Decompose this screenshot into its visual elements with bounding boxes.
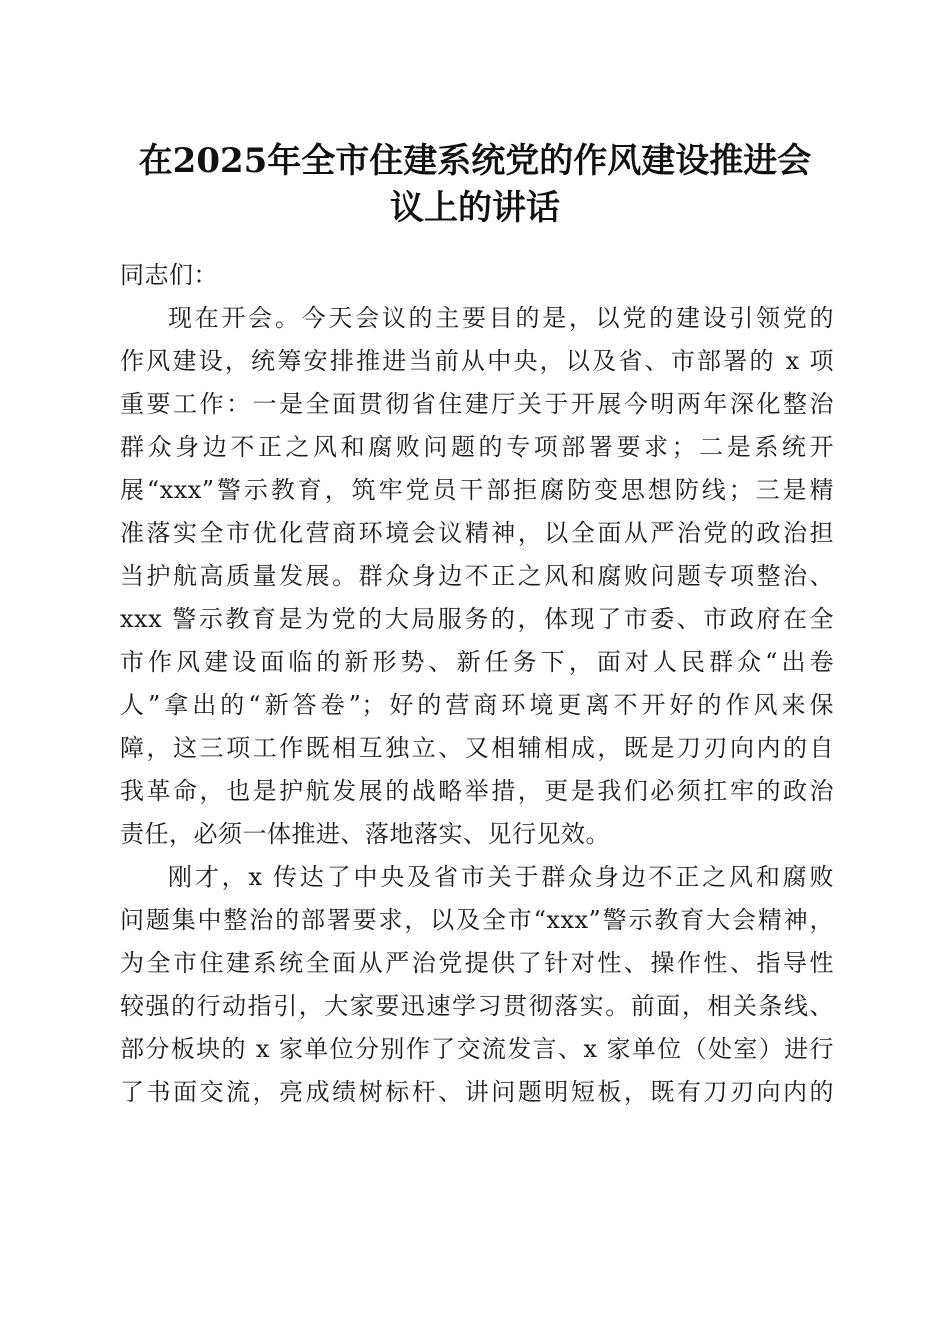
document-title: [118, 138, 832, 232]
paragraph-line: 障，这三项工作既相互独立、又相辅相成，既是刀刃向内的自: [120, 734, 834, 762]
paragraph-line: 问题集中整治的部署要求，以及全市“xxx”警示教育大会精神，: [120, 906, 834, 934]
paragraph-line: 我革命，也是护航发展的战略举措，更是我们必须扛牢的政治: [120, 777, 834, 805]
title-line-2: 议上的讲话: [390, 188, 560, 228]
title-line-1: 在2025年全市住建系统党的作风建设推进会: [138, 141, 812, 181]
paragraph-line: 部分板块的 x 家单位分别作了交流发言、x 家单位（处室）进行: [120, 1035, 834, 1063]
paragraph-line: 重要工作：一是全面贯彻省住建厅关于开展今明两年深化整治: [120, 390, 834, 418]
paragraph-line: 责任，必须一体推进、落地落实、见行见效。: [120, 820, 610, 848]
paragraph-line: 为全市住建系统全面从严治党提供了针对性、操作性、指导性: [120, 949, 834, 977]
paragraph-line: 当护航高质量发展。群众身边不正之风和腐败问题专项整治、: [120, 562, 834, 590]
paragraph-line: 群众身边不正之风和腐败问题的专项部署要求；二是系统开: [120, 433, 834, 461]
document-body: [120, 254, 834, 1114]
paragraph-1: [120, 297, 834, 856]
paragraph-line: 作风建设，统筹安排推进当前从中央，以及省、市部署的 x 项: [120, 347, 834, 375]
paragraph-2: [120, 856, 834, 1114]
paragraph-line: 展“xxx”警示教育，筑牢党员干部拒腐防变思想防线；三是精: [120, 476, 834, 504]
paragraph-line: 人”拿出的“新答卷”；好的营商环境更离不开好的作风来保: [120, 691, 834, 719]
paragraph-line: 现在开会。今天会议的主要目的是，以党的建设引领党的: [168, 304, 834, 332]
salutation: 同志们：: [120, 261, 218, 289]
paragraph-line: 刚才，x 传达了中央及省市关于群众身边不正之风和腐败: [168, 863, 834, 891]
paragraph-line: 准落实全市优化营商环境会议精神，以全面从严治党的政治担: [120, 519, 834, 547]
paragraph-line: 了书面交流，亮成绩树标杆、讲问题明短板，既有刀刃向内的: [120, 1078, 834, 1106]
paragraph-line: xxx 警示教育是为党的大局服务的，体现了市委、市政府在全: [120, 605, 834, 633]
paragraph-line: 市作风建设面临的新形势、新任务下，面对人民群众“出卷: [120, 648, 834, 676]
paragraph-line: 较强的行动指引，大家要迅速学习贯彻落实。前面，相关条线、: [120, 992, 834, 1020]
